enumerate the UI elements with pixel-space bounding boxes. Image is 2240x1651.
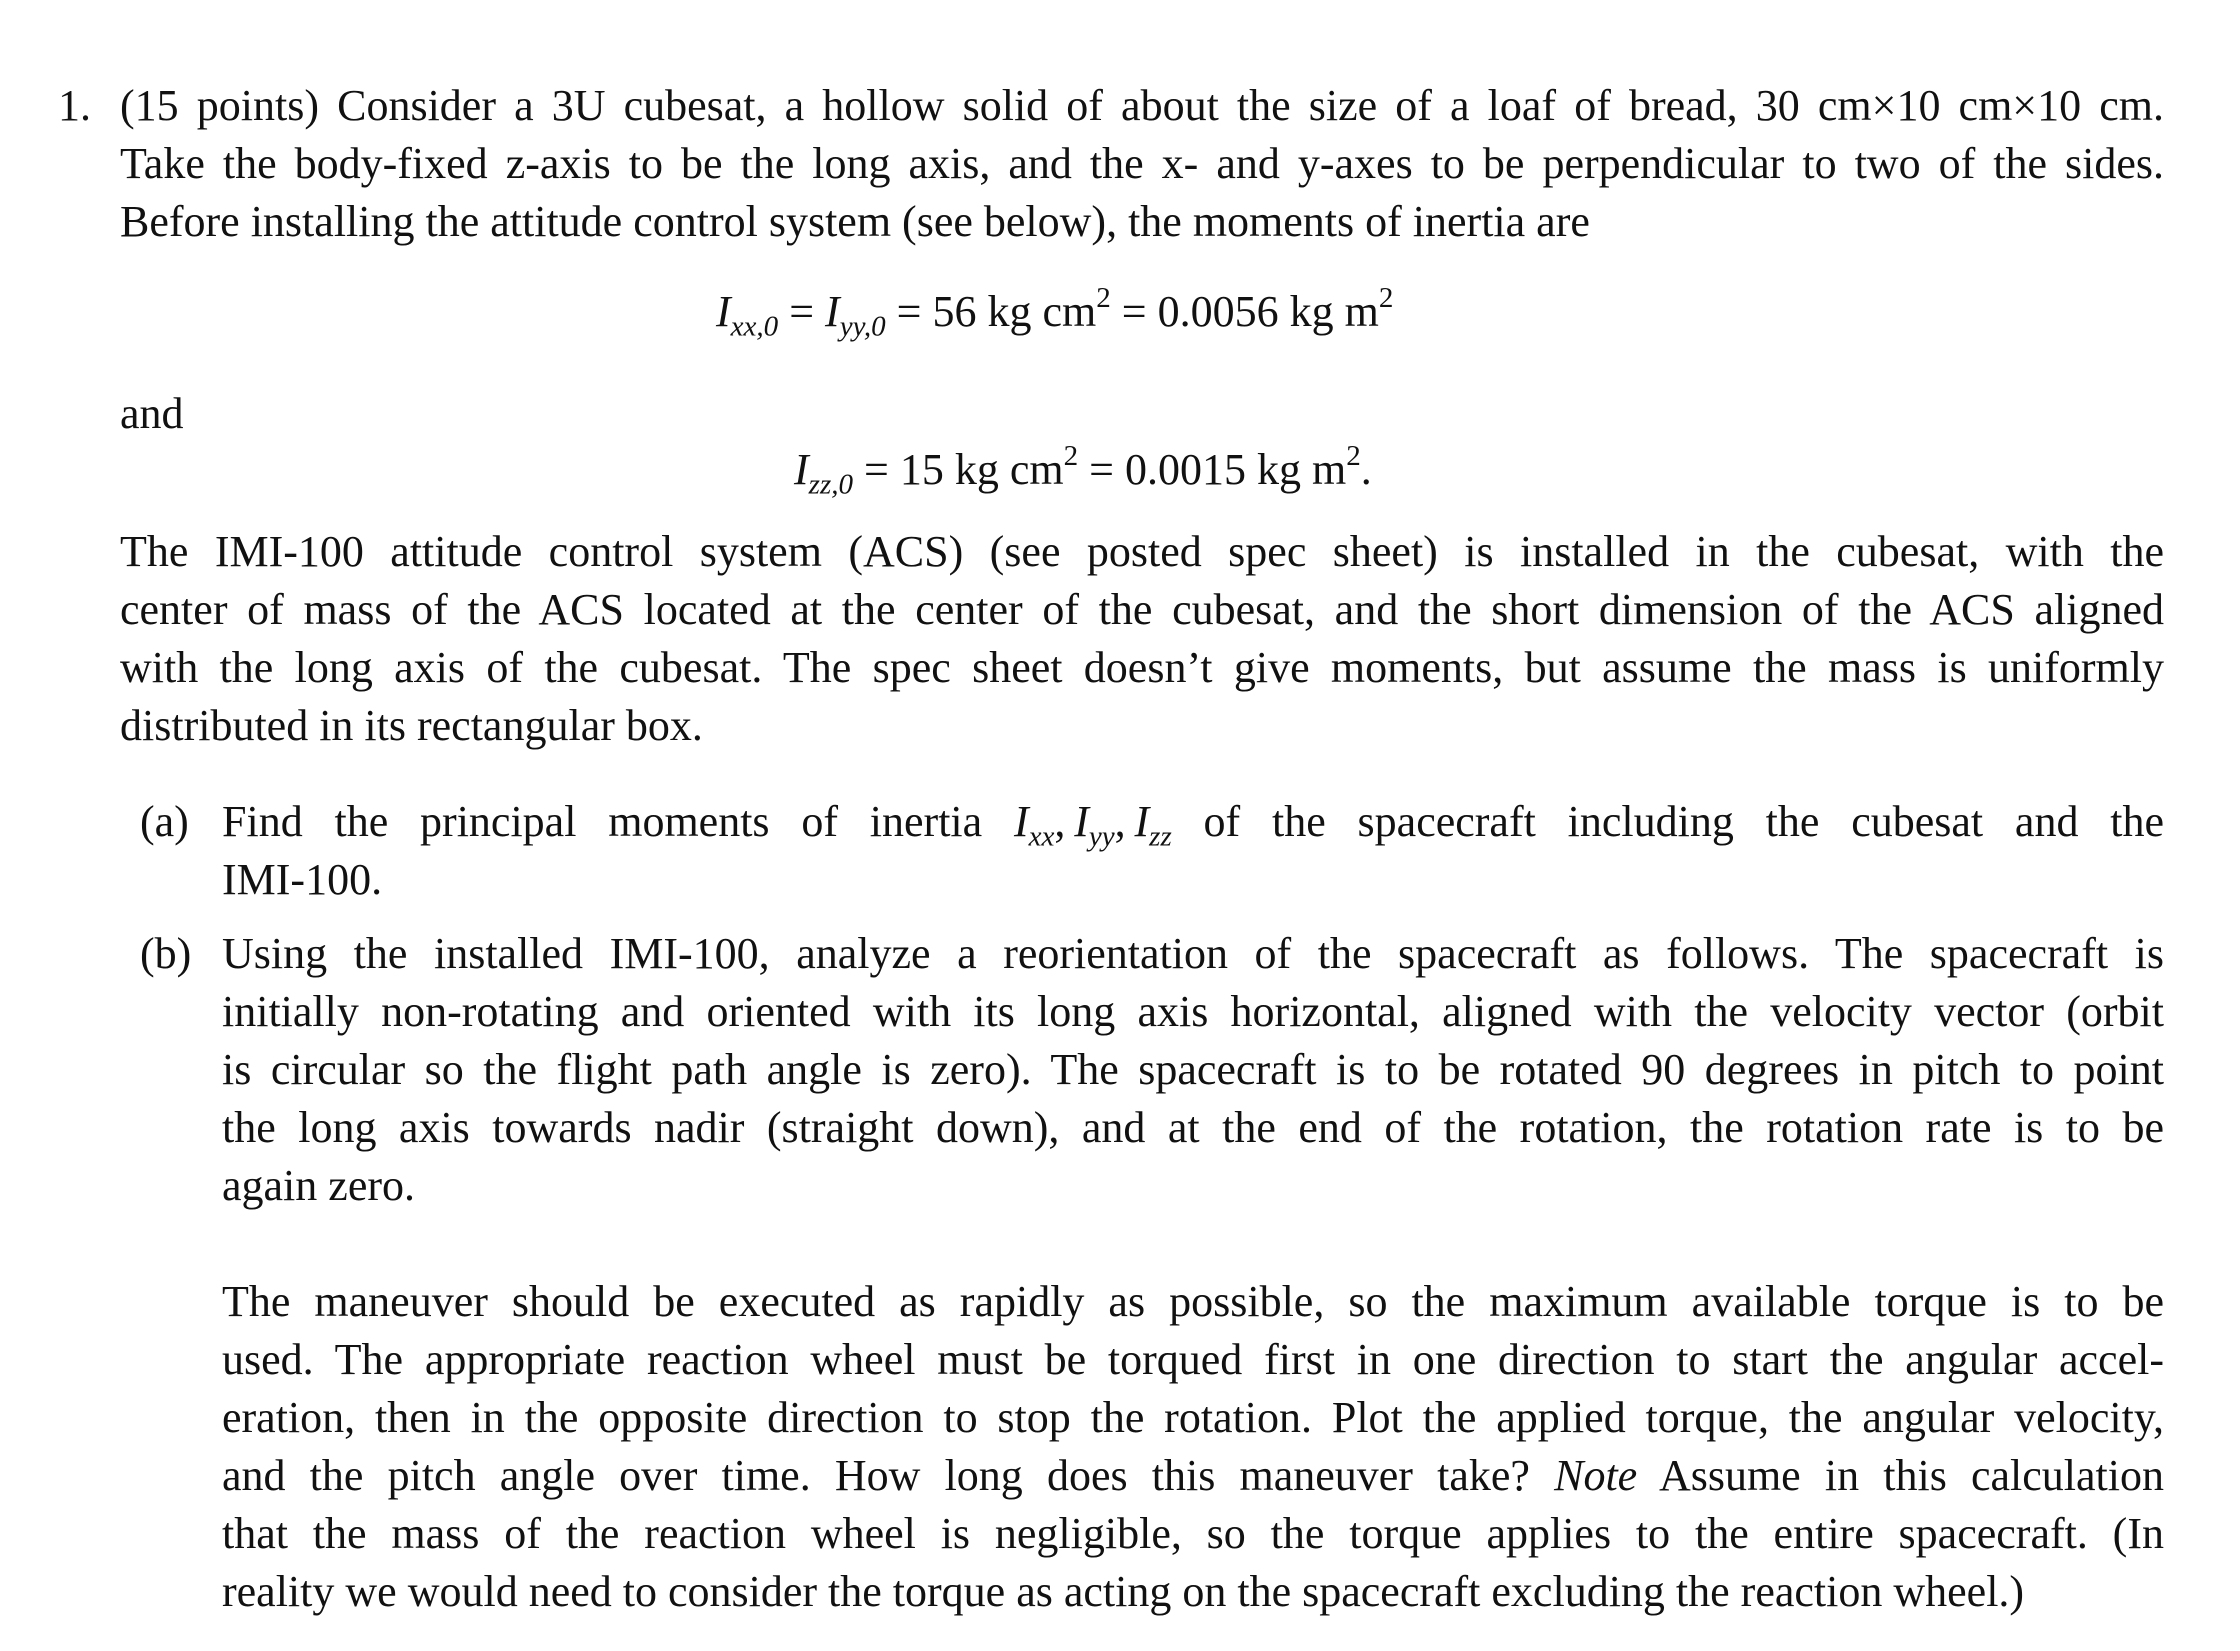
part-b-p1-line-2: initially non-rotating and oriented with its long axis horizontal, aligned with the velocity vector (orbit: [222, 990, 2164, 1036]
eq1-value-m: 0.0056 kg m: [1157, 287, 1379, 336]
eq2-lhs: I: [794, 445, 809, 494]
eq1-value-cm: 56 kg cm: [932, 287, 1097, 336]
part-a-moments: [1013, 800, 1172, 852]
part-b-note-rest: Assume in this calculation: [1658, 1454, 2164, 1500]
part-a-izz: I: [1134, 800, 1150, 846]
part-b-p1-line-4: the long axis towards nadir (straight down), and at the end of the rotation, the rotation rate is to be: [222, 1106, 2164, 1152]
part-a-sep-2: ,: [1114, 800, 1126, 846]
eq1-equals-c: =: [1121, 287, 1147, 336]
part-a-izz-sub: zz: [1149, 820, 1172, 852]
part-a-label: (a): [140, 797, 189, 846]
eq2-value-cm: 15 kg cm: [899, 445, 1064, 494]
intro-line-2: Take the body-fixed z-axis to be the long axis, and the x- and y-axes to be perpendicular to two of the sides.: [120, 142, 2164, 188]
eq2-value-m: 0.0015 kg m: [1124, 445, 1347, 494]
intro-line-3: Before installing the attitude control system (see below), the moments of inertia are: [120, 197, 1590, 246]
part-b-p2-line-3: eration, then in the opposite direction to stop the rotation. Plot the applied torque, the angular velocity,: [222, 1396, 2164, 1442]
eq2-equals-b: =: [1089, 445, 1114, 494]
eq2-tail: .: [1360, 445, 1372, 494]
eq2-lhs-sub: zz,0: [808, 468, 854, 501]
eq2-exp-cm: 2: [1063, 440, 1079, 473]
acs-line-4: distributed in its rectangular box.: [120, 701, 703, 750]
part-b-p1-line-1: Using the installed IMI-100, analyze a reorientation of the spacecraft as follows. The spacecraft is: [222, 932, 2164, 978]
and-word: and: [120, 389, 184, 438]
part-a-text-pre: Find the principal moments of inertia: [222, 800, 983, 846]
eq2-equals-a: =: [864, 445, 889, 494]
eq1-exp-m: 2: [1378, 282, 1394, 315]
part-b-p2-line-1: The maneuver should be executed as rapidly as possible, so the maximum available torque is to be: [222, 1280, 2164, 1326]
part-b-p2-line-6: reality we would need to consider the torque as acting on the spacecraft excluding the reaction wheel.): [222, 1567, 2025, 1616]
part-a-ixx-sub: xx: [1028, 820, 1055, 852]
part-b-note-word: Note: [1554, 1454, 1638, 1500]
eq1-lhs2-sub: yy,0: [839, 310, 886, 343]
part-b-p2-line-4: [222, 1454, 2164, 1506]
part-a-text-post: of the spacecraft including the cubesat and the: [1203, 800, 2164, 846]
equation-ixx-iyy: [716, 282, 1394, 343]
eq1-equals-a: =: [789, 287, 815, 336]
part-a-iyy-sub: yy: [1088, 820, 1115, 852]
eq1-lhs1: I: [716, 287, 731, 336]
part-a-ixx: I: [1013, 800, 1029, 846]
part-b-p2-line-2: used. The appropriate reaction wheel must be torqued first in one direction to start the angular accel-: [222, 1338, 2164, 1384]
eq1-lhs2: I: [825, 287, 840, 336]
part-a-iyy: I: [1074, 800, 1089, 846]
part-b-p1-line-3: is circular so the flight path angle is zero). The spacecraft is to be rotated 90 degrees in pitch to point: [222, 1048, 2164, 1094]
problem-number: 1.: [58, 81, 91, 130]
eq1-lhs1-sub: xx,0: [730, 310, 779, 343]
intro-line-1: [120, 84, 2164, 136]
acs-line-3: with the long axis of the cubesat. The spec sheet doesn’t give moments, but assume the mass is uniformly: [120, 646, 2164, 692]
acs-line-2: center of mass of the ACS located at the center of the cubesat, and the short dimension of the ACS aligned: [120, 588, 2164, 634]
part-b-label: (b): [140, 929, 192, 978]
eq2-exp-m: 2: [1346, 440, 1361, 473]
part-a-line-1: [222, 800, 2164, 852]
equation-izz: [794, 440, 1372, 501]
part-b-p1-line-5: again zero.: [222, 1161, 415, 1210]
problem-points: (15 points): [120, 84, 319, 130]
part-b-p2-line-5: that the mass of the reaction wheel is negligible, so the torque applies to the entire spacecraft. (In: [222, 1512, 2164, 1558]
intro-text-1: Consider a 3U cubesat, a hollow solid of about the size of a loaf of bread, 30 cm×10 cm×10 cm.: [337, 84, 2164, 130]
eq1-equals-b: =: [896, 287, 922, 336]
acs-line-1: The IMI-100 attitude control system (ACS) (see posted spec sheet) is installed in the cubesat, with the: [120, 530, 2164, 576]
eq1-exp-cm: 2: [1096, 282, 1111, 315]
part-a-line-2: IMI-100.: [222, 855, 383, 904]
part-b-question: and the pitch angle over time. How long does this maneuver take?: [222, 1454, 1530, 1500]
part-a-sep-1: ,: [1054, 800, 1066, 846]
